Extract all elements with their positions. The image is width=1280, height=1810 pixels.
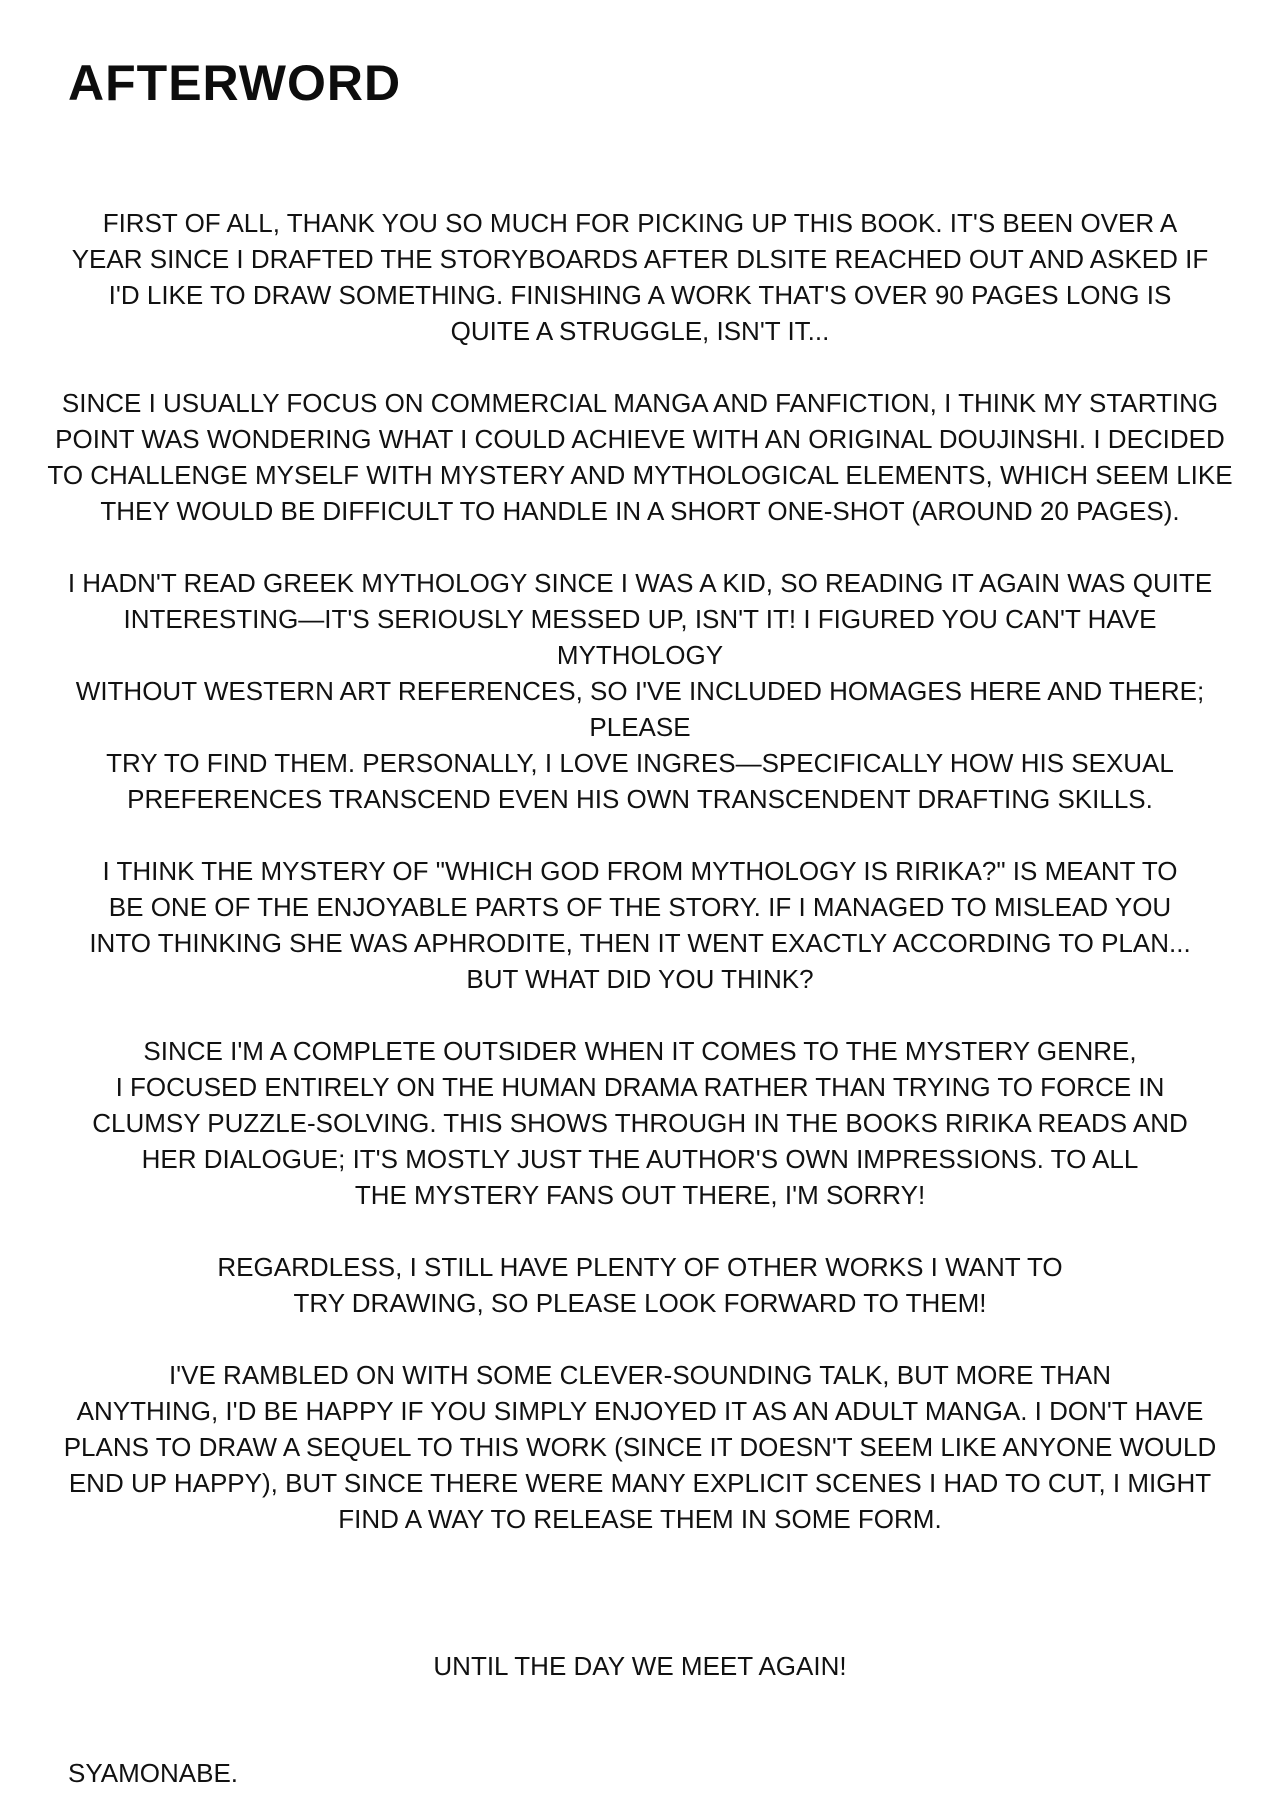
paragraph-other-works: REGARDLESS, I STILL HAVE PLENTY OF OTHER WORKS I WANT TO TRY DRAWING, SO PLEASE LOOK FORWARD TO THEM!: [217, 1252, 1063, 1318]
paragraph-adult-manga: I'VE RAMBLED ON WITH SOME CLEVER-SOUNDING TALK, BUT MORE THAN ANYTHING, I'D BE HAPPY IF YOU SIMPLY ENJOYED IT AS AN ADULT MANGA. I DON'T HAVE PLANS TO DRAW A SEQUEL TO THIS WORK (SINCE IT DOESN'T SEEM LIKE ANYONE WOULD END UP HAPPY), BUT SINCE THERE WERE MANY EXPLICIT SCENES I HAD TO CUT, I MIGHT FIND A WAY TO RELEASE THEM IN SOME FORM.: [63, 1360, 1217, 1534]
paragraph-thanks: FIRST OF ALL, THANK YOU SO MUCH FOR PICKING UP THIS BOOK. IT'S BEEN OVER A YEAR SINCE I DRAFTED THE STORYBOARDS AFTER DLSITE REACHED OUT AND ASKED IF I'D LIKE TO DRAW SOMETHING. FINISHING A WORK THAT'S OVER 90 PAGES LONG IS QUITE A STRUGGLE, ISN'T IT...: [71, 208, 1209, 346]
paragraph-human-drama: SINCE I'M A COMPLETE OUTSIDER WHEN IT COMES TO THE MYSTERY GENRE, I FOCUSED ENTIRELY ON THE HUMAN DRAMA RATHER THAN TRYING TO FORCE IN CLUMSY PUZZLE-SOLVING. THIS SHOWS THROUGH IN THE BOOKS RIRIKA READS AND HER DIALOGUE; IT'S MOSTLY JUST THE AUTHOR'S OWN IMPRESSIONS. TO ALL THE MYSTERY FANS OUT THERE, I'M SORRY!: [92, 1036, 1188, 1210]
page-title: AFTERWORD: [68, 55, 402, 111]
paragraph-greek-mythology: I HADN'T READ GREEK MYTHOLOGY SINCE I WAS A KID, SO READING IT AGAIN WAS QUITE INTERESTING—IT'S SERIOUSLY MESSED UP, ISN'T IT! I FIGURED YOU CAN'T HAVE MYTHOLOGY WITHOUT WESTERN ART REFERENCES, SO I'VE INCLUDED HOMAGES HERE AND THERE; PLEASE TRY TO FIND THEM. PERSONALLY, I LOVE INGRES—SPECIFICALLY HOW HIS SEXUAL PREFERENCES TRANSCEND EVEN HIS OWN TRANSCENDENT DRAFTING SKILLS.: [67, 568, 1213, 814]
paragraph-ririka-mystery: I THINK THE MYSTERY OF "WHICH GOD FROM MYTHOLOGY IS RIRIKA?" IS MEANT TO BE ONE OF THE ENJOYABLE PARTS OF THE STORY. IF I MANAGED TO MISLEAD YOU INTO THINKING SHE WAS APHRODITE, THEN IT WENT EXACTLY ACCORDING TO PLAN... BUT WHAT DID YOU THINK?: [89, 856, 1191, 994]
closing-line: UNTIL THE DAY WE MEET AGAIN!: [433, 1651, 847, 1681]
afterword-body: [40, 205, 1240, 1573]
author-signature: SYAMONABE.: [68, 1758, 239, 1788]
paragraph-starting-point: SINCE I USUALLY FOCUS ON COMMERCIAL MANGA AND FANFICTION, I THINK MY STARTING POINT WAS WONDERING WHAT I COULD ACHIEVE WITH AN ORIGINAL DOUJINSHI. I DECIDED TO CHALLENGE MYSELF WITH MYSTERY AND MYTHOLOGICAL ELEMENTS, WHICH SEEM LIKE THEY WOULD BE DIFFICULT TO HANDLE IN A SHORT ONE-SHOT (AROUND 20 PAGES).: [47, 388, 1233, 526]
